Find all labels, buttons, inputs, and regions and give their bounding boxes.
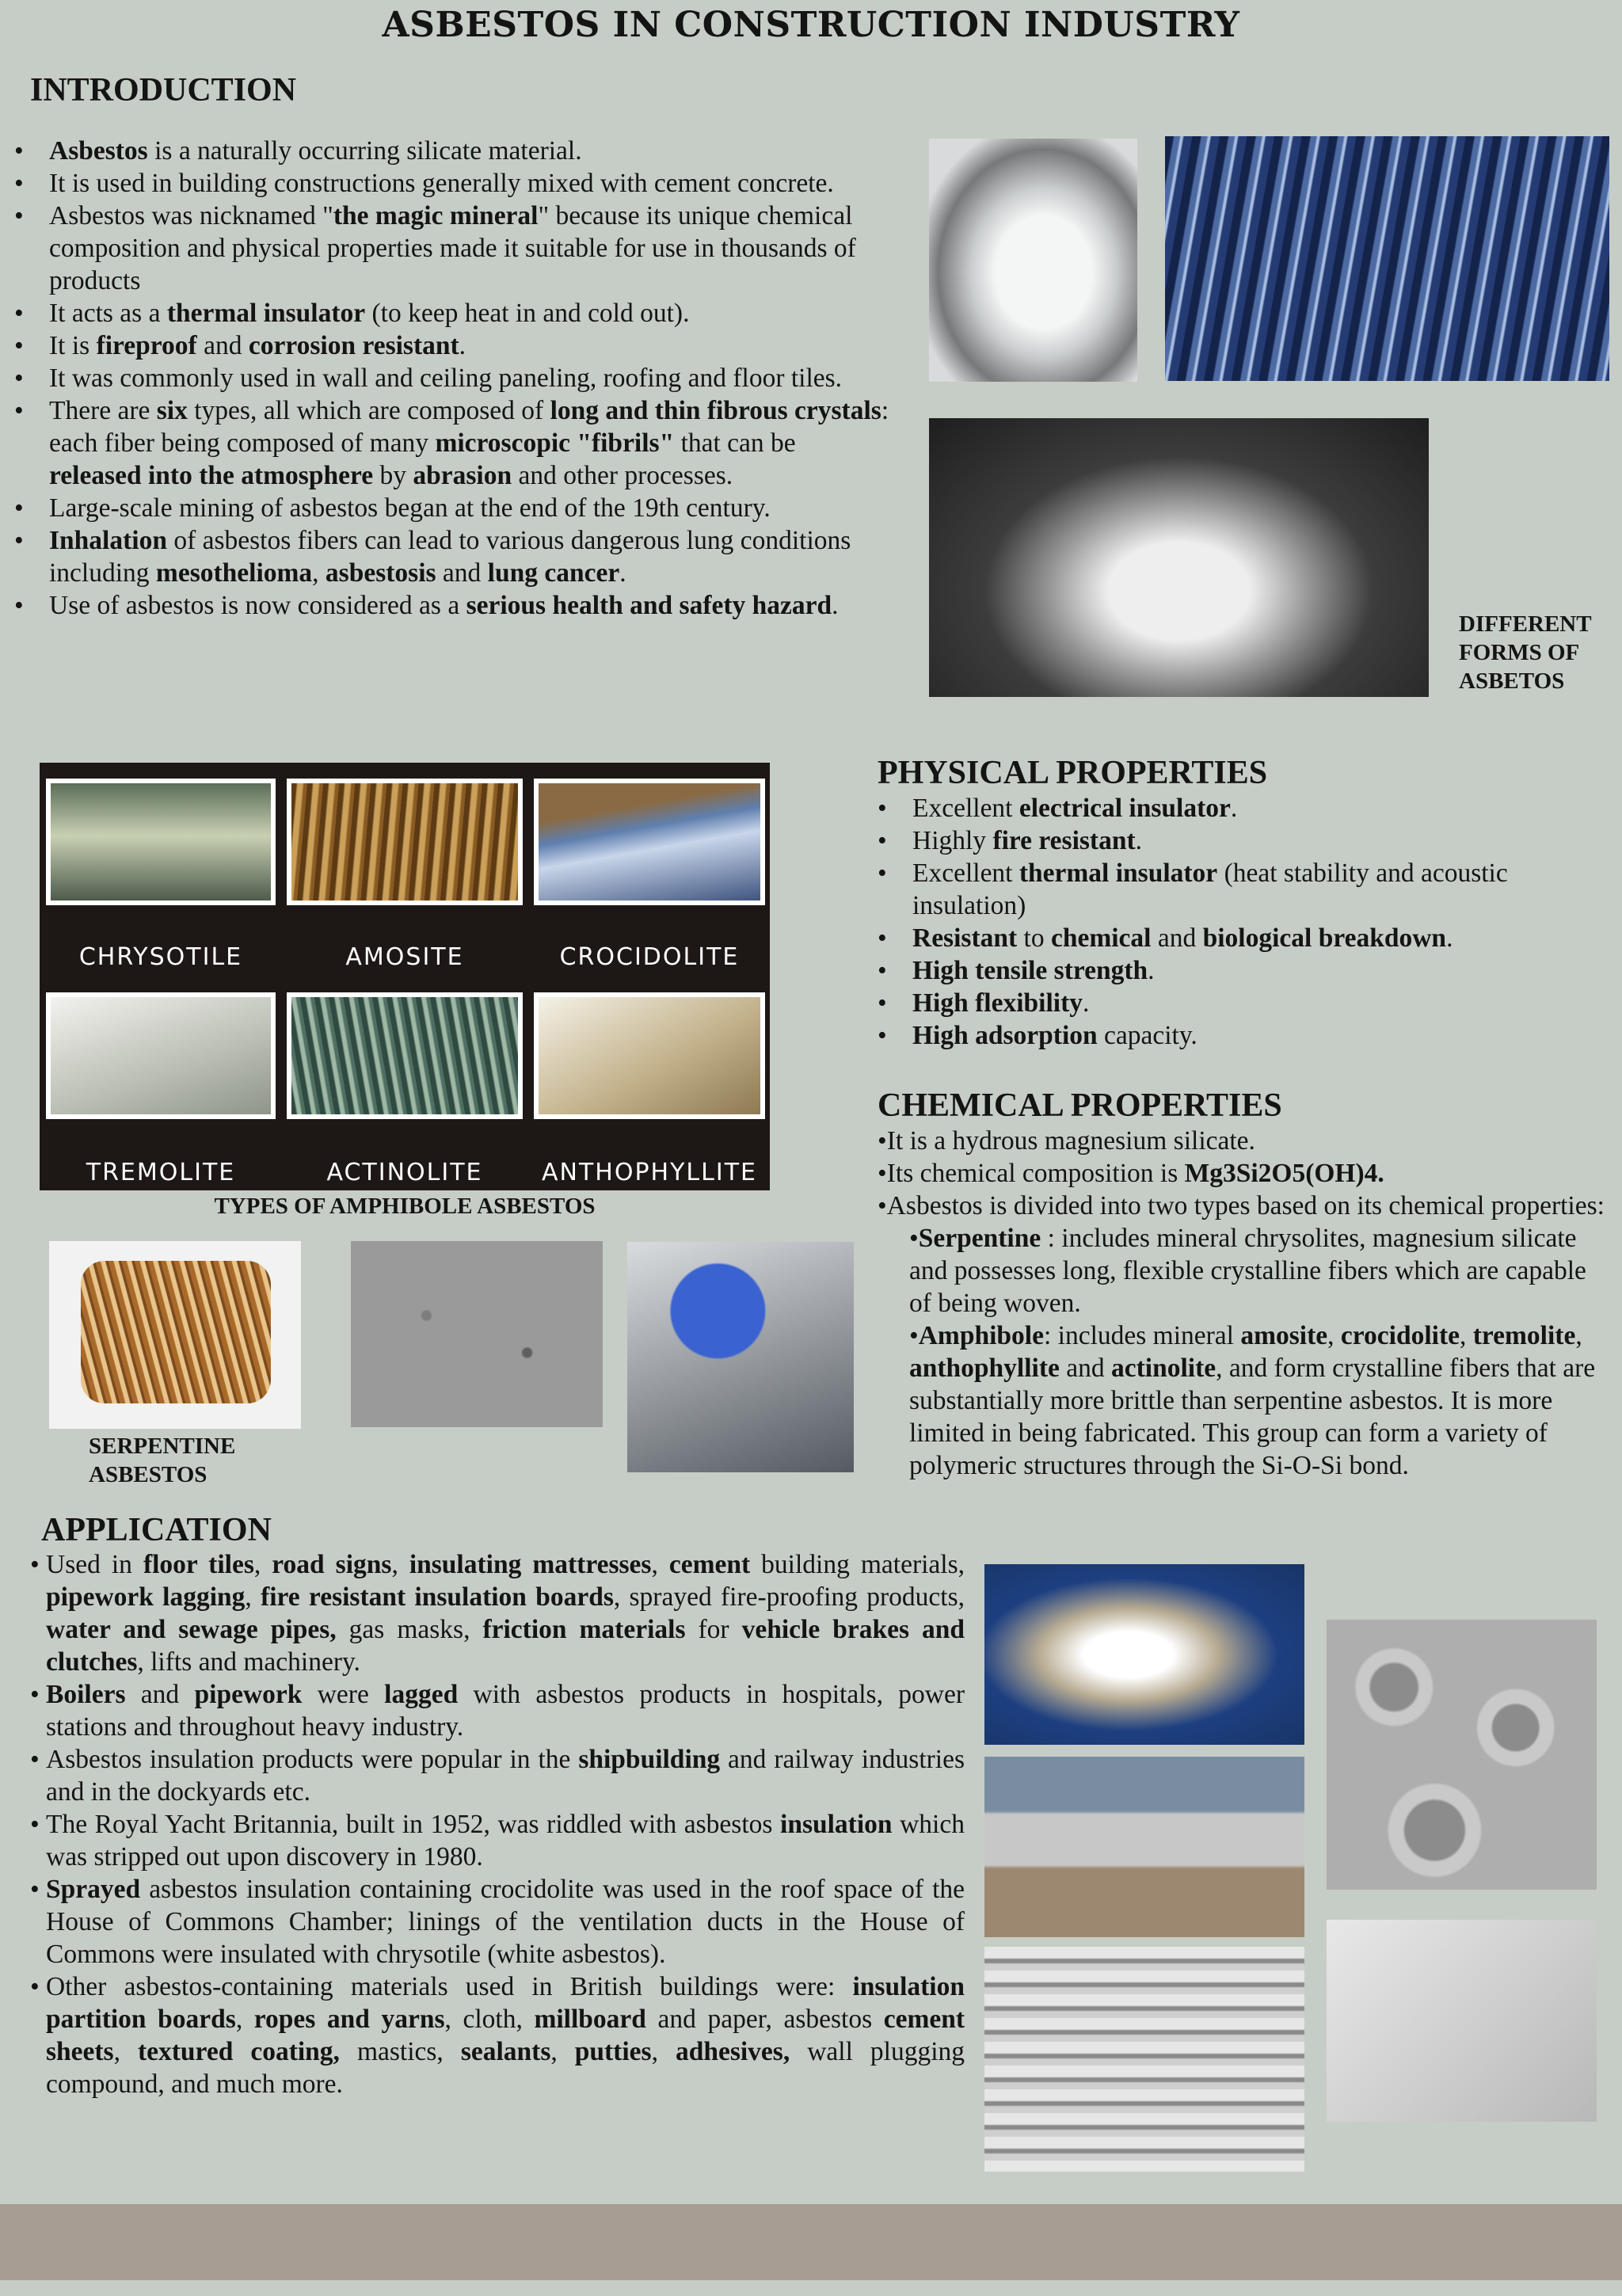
list-item: • The Royal Yacht Britannia, built in 1952, was riddled with asbestos insulation which was stripped out upon discovery in 1980. xyxy=(30,1808,965,1873)
chemical-properties-text xyxy=(878,1125,1614,1482)
list-item: • Asbestos is a naturally occurring silicate material. xyxy=(14,135,889,167)
cement-sheets-stack-image xyxy=(984,1947,1304,2172)
text-line: •Its chemical composition is Mg3Si2O5(OH)4. xyxy=(878,1159,1384,1188)
introduction-list xyxy=(14,135,889,622)
introduction-heading: INTRODUCTION xyxy=(30,72,297,109)
amphibole-caption: TYPES OF AMPHIBOLE ASBESTOS xyxy=(214,1194,596,1219)
asbestos-fiber-pile-image xyxy=(929,418,1429,697)
list-item: • Inhalation of asbestos fibers can lead to various dangerous lung conditions including mesothelioma, asbestosis and lung cancer. xyxy=(14,524,889,589)
actinolite-label: ACTINOLITE xyxy=(326,1159,483,1186)
list-item: • There are six types, all which are composed of long and thin fibrous crystals: each fiber being composed of many microscopic "fibrils" that can be released into the atmosphere by abrasion and other processes. xyxy=(14,394,889,492)
amosite-label: AMOSITE xyxy=(345,943,464,971)
list-item: • High flexibility. xyxy=(878,987,1606,1019)
chrysotile-label: CHRYSOTILE xyxy=(78,943,243,971)
crocidolite-sample xyxy=(534,779,765,905)
chemical-properties-heading: CHEMICAL PROPERTIES xyxy=(878,1087,1282,1124)
asbestos-fiber-micrograph-image xyxy=(1165,136,1609,381)
asbestos-rock-image xyxy=(929,139,1137,382)
physical-properties-list xyxy=(878,792,1606,1052)
chemical-lines xyxy=(878,1125,1614,1222)
text-line: •It is a hydrous magnesium silicate. xyxy=(878,1126,1255,1156)
application-heading: APPLICATION xyxy=(41,1512,272,1548)
application-list xyxy=(30,1548,965,2100)
physical-properties-heading: PHYSICAL PROPERTIES xyxy=(878,755,1268,791)
list-item: • Asbestos was nicknamed "the magic mineral" because its unique chemical composition and physical properties made it suitable for use in thousands of products xyxy=(14,200,889,297)
asbestos-cement-pipes-image xyxy=(1327,1620,1597,1890)
list-item: • It acts as a thermal insulator (to keep heat in and cold out). xyxy=(14,297,889,329)
list-item: • Excellent electrical insulator. xyxy=(878,792,1606,824)
list-item: • Highly fire resistant. xyxy=(878,824,1606,857)
list-item: • High adsorption capacity. xyxy=(878,1019,1606,1052)
page-title: ASBESTOS IN CONSTRUCTION INDUSTRY xyxy=(382,5,1240,45)
list-item: • Asbestos insulation products were popular in the shipbuilding and railway industries and in the dockyards etc. xyxy=(30,1743,965,1808)
tremolite-label: TREMOLITE xyxy=(86,1159,236,1186)
list-item: • Use of asbestos is now considered as a serious health and safety hazard. xyxy=(14,589,889,622)
corrugated-roof-image xyxy=(984,1757,1304,1937)
anthophyllite-label: ANTHOPHYLLITE xyxy=(542,1159,757,1186)
different-forms-caption: DIFFERENT FORMS OF ASBETOS xyxy=(1459,611,1592,694)
amphibole-types-image xyxy=(40,763,770,1190)
list-item: • Used in floor tiles, road signs, insulating mattresses, cement building materials, pipework lagging, fire resistant insulation boards, sprayed fire-proofing products, water and sewage pipes, gas masks, friction materials for vehicle brakes and clutches, lifts and machinery. xyxy=(30,1548,965,1678)
serpentine-caption: SERPENTINE ASBESTOS xyxy=(89,1434,236,1487)
text-line: •Asbestos is divided into two types based on its chemical properties: xyxy=(878,1191,1605,1220)
asbestos-cement-block-image xyxy=(351,1241,603,1427)
chemical-subtypes xyxy=(878,1222,1614,1482)
asbestos-sample-tweezers-image xyxy=(627,1242,854,1472)
list-item: • It is fireproof and corrosion resistant. xyxy=(14,329,889,362)
list-item: • Boilers and pipework were lagged with asbestos products in hospitals, power stations and throughout heavy industry. xyxy=(30,1678,965,1743)
text-line: •Amphibole: includes mineral amosite, crocidolite, tremolite, anthophyllite and actinolite, and form crystalline fibers that are substantially more brittle than serpentine asbestos. It is more limited in being fabricated. This group can form a variety of polymeric structures through the Si-O-Si bond. xyxy=(909,1321,1596,1480)
list-item: • It is used in building constructions generally mixed with cement concrete. xyxy=(14,167,889,200)
actinolite-sample xyxy=(287,992,523,1119)
amosite-sample xyxy=(287,779,523,905)
tremolite-sample xyxy=(46,992,276,1119)
list-item: • Sprayed asbestos insulation containing crocidolite was used in the roof space of the House of Commons Chamber; linings of the ventilation ducts in the House of Commons were insulated with chrysotile (white asbestos). xyxy=(30,1873,965,1970)
list-item: • Resistant to chemical and biological breakdown. xyxy=(878,922,1606,954)
list-item: • Large-scale mining of asbestos began at the end of the 19th century. xyxy=(14,492,889,524)
asbestos-board-image xyxy=(1327,1920,1597,2122)
chrysotile-sample xyxy=(46,779,276,905)
text-line: •Serpentine : includes mineral chrysolites, magnesium silicate and possesses long, flexible crystalline fibers which are capable of being woven. xyxy=(909,1224,1586,1318)
footer-band xyxy=(0,2204,1622,2280)
list-item: • It was commonly used in wall and ceiling paneling, roofing and floor tiles. xyxy=(14,362,889,394)
list-item: • Other asbestos-containing materials used in British buildings were: insulation partition boards, ropes and yarns, cloth, millboard and paper, asbestos cement sheets, textured coating, mastics, sealants, putties, adhesives, wall plugging compound, and much more. xyxy=(30,1970,965,2100)
anthophyllite-sample xyxy=(534,992,765,1119)
crocidolite-label: CROCIDOLITE xyxy=(559,943,740,971)
list-item: • High tensile strength. xyxy=(878,954,1606,987)
serpentine-image-frame xyxy=(49,1241,301,1429)
serpentine-asbestos-image xyxy=(81,1261,271,1403)
insulating-mattress-image xyxy=(984,1564,1304,1745)
list-item: • Excellent thermal insulator (heat stability and acoustic insulation) xyxy=(878,857,1606,922)
